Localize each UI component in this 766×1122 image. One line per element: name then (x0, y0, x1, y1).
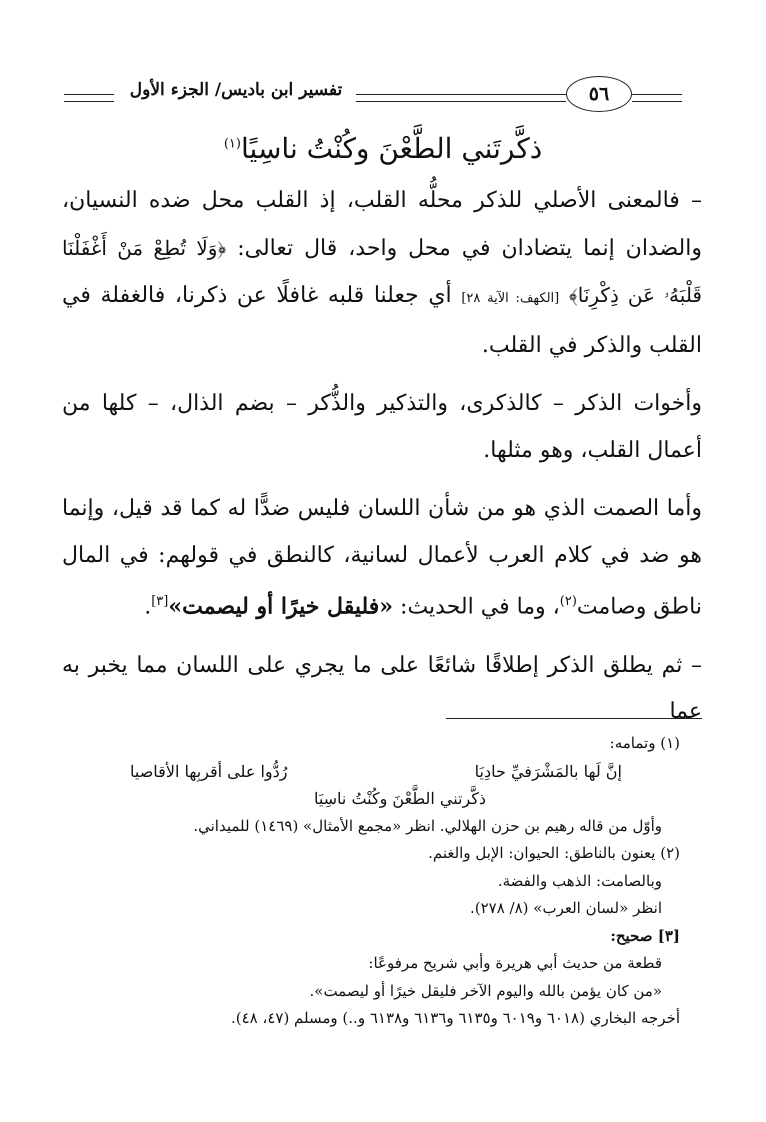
paragraph-3-text: وأما الصمت الذي هو من شأن اللسان فليس ضدًّا له كما قد قيل، وإنما هو ضد في كلام العرب لأعمال لسانية، كالنطق في قولهم: في المال ناطق وصامت (62, 496, 702, 620)
heading-text: ذكَّرتَني الطَّعْنَ وكُنْتُ ناسِيًا (240, 132, 543, 165)
poem-hemistich-b: رُدُّوا على أقربِها الأقاصيا (130, 761, 288, 781)
header-ornament-middle (356, 94, 566, 102)
footnote-3-line-3: أخرجه البخاري (٦٠١٨ و٦٠١٩ و٦١٣٥ و٦١٣٦ و٦١٣٨ و..) ومسلم (٤٧، ٤٨). (230, 1009, 680, 1027)
footnote-1-intro: (١) وتمامه: (609, 734, 680, 752)
paragraph-1-end: أي جعلنا قلبه غافلًا عن ذكرنا، فالغفلة في القلب والذكر في القلب. (62, 283, 702, 358)
paragraph-1-text: – فالمعنى الأصلي للذكر محلُّه القلب، إذ القلب محل ضده النسيان، والضدان إنما يتضادان في محل واحد، قال تعالى: (62, 188, 702, 261)
poem-second-line: ذكَّرتني الطَّعْنَ وكُنْتُ ناسِيَا (313, 789, 487, 808)
footnote-separator (446, 718, 702, 719)
section-heading (80, 132, 686, 165)
paragraph-2: وأخوات الذكر – كالذكرى، والتذكير والذُّكر – بضم الذال، – كلها من أعمال القلب، وهو مثلها. (62, 391, 702, 463)
poem-first-line (80, 758, 680, 786)
running-title: تفسير ابن باديس/ الجزء الأول (129, 80, 343, 100)
paragraph-3-end: . (144, 594, 152, 620)
footnote-1-source: وأوّل من قاله رهيم بن حزن الهلالي. انظر «مجمع الأمثال» (١٤٦٩) للميداني. (193, 816, 662, 835)
verse-citation: [الكهف: الآية ٢٨] (461, 291, 560, 306)
header-ornament-right (632, 94, 682, 102)
note-ref-3: [٣] (151, 594, 169, 609)
quran-verse: ﴿وَلَا تُطِعْ مَنْ أَغْفَلْنَا قَلْبَهُۥ عَن ذِكْرِنَا﴾ (62, 235, 702, 307)
main-text (62, 178, 702, 736)
paragraph-3-mid: ، وما في الحديث: (400, 594, 560, 620)
paragraph-4: – ثم يطلق الذكر إطلاقًا شائعًا على ما يجري على اللسان مما يخبر به عما (62, 652, 702, 725)
footnote-2-line-2: وبالصامت: الذهب والفضة. (497, 871, 662, 890)
footnote-2-line-3: انظر «لسان العرب» (٨/ ٢٧٨). (469, 899, 662, 917)
page-number: ٥٦ (566, 76, 632, 112)
footnote-3-line-2: «من كان يؤمن بالله واليوم الآخر فليقل خيرًا أو ليصمت». (309, 981, 662, 1000)
note-ref-2: (٢) (559, 594, 577, 609)
footnote-2-line-1: (٢) يعنون بالناطق: الحيوان: الإبل والغنم. (428, 844, 680, 862)
hadith-quote: «فليقل خيرًا أو ليصمت» (168, 593, 394, 620)
header-ornament-left (64, 94, 114, 102)
heading-note-ref: (١) (223, 136, 241, 152)
poem-hemistich-a: إنَّ لَها بالمَشْرَفيِّ حادِيَا (474, 761, 622, 781)
footnote-3-line-1: قطعة من حديث أبي هريرة وأبي شريح مرفوعًا: (368, 954, 662, 972)
footnote-3-title: [٣] صحيح: (610, 926, 680, 945)
paragraph-1 (62, 178, 702, 369)
paragraph-3 (62, 486, 702, 631)
footnotes (80, 730, 680, 1033)
